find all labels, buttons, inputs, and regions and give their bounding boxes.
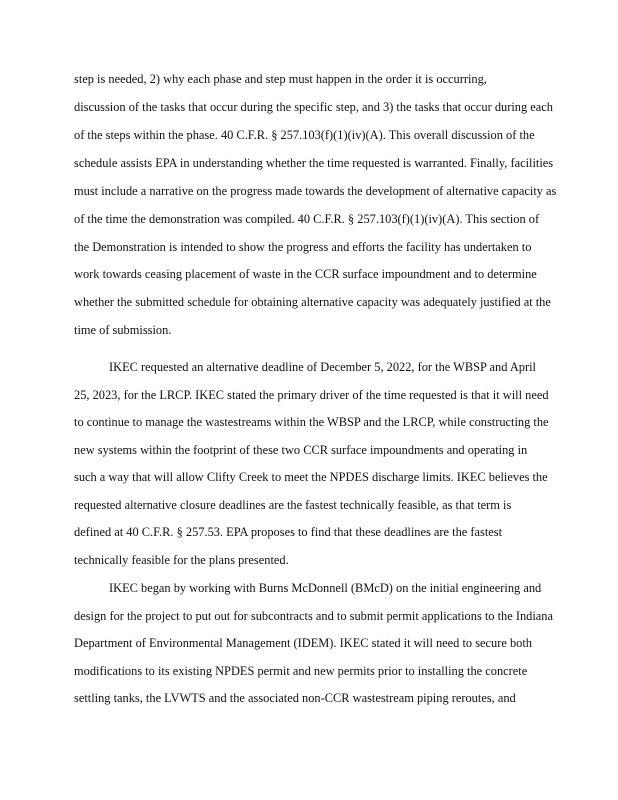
text-line: Department of Environmental Management (IDEM). IKEC stated it will need to secure both	[74, 636, 532, 650]
text-line: new systems within the footprint of these two CCR surface impoundments and operating in	[74, 443, 528, 457]
text-line: discussion of the tasks that occur during the specific step, and 3) the tasks that occur during each	[74, 100, 553, 114]
text-line: 25, 2023, for the LRCP. IKEC stated the primary driver of the time requested is that it will need	[74, 388, 549, 402]
text-line: of the time the demonstration was compiled. 40 C.F.R. § 257.103(f)(1)(iv)(A). This section of	[74, 212, 540, 226]
text-line: technically feasible for the plans presented.	[74, 553, 289, 567]
text-line: to continue to manage the wastestreams within the WBSP and the LRCP, while constructing the	[74, 415, 549, 429]
text-line: such a way that will allow Clifty Creek to meet the NPDES discharge limits. IKEC believes the	[74, 470, 548, 484]
paragraph-first-line: IKEC began by working with Burns McDonnell (BMcD) on the initial engineering and	[109, 581, 542, 595]
paragraph-first-line: IKEC requested an alternative deadline of December 5, 2022, for the WBSP and April	[109, 360, 537, 374]
text-line: whether the submitted schedule for obtaining alternative capacity was adequately justified at the	[74, 295, 551, 309]
text-line: design for the project to put out for subcontracts and to submit permit applications to the Indiana	[74, 609, 553, 623]
text-line: schedule assists EPA in understanding whether the time requested is warranted. Finally, facilities	[74, 156, 554, 170]
text-line: step is needed, 2) why each phase and step must happen in the order it is occurring,	[74, 72, 487, 86]
text-line: the Demonstration is intended to show the progress and efforts the facility has undertaken to	[74, 240, 532, 254]
text-line: modifications to its existing NPDES permit and new permits prior to installing the concrete	[74, 664, 528, 678]
text-line: defined at 40 C.F.R. § 257.53. EPA proposes to find that these deadlines are the fastest	[74, 525, 503, 539]
text-line: requested alternative closure deadlines are the fastest technically feasible, as that term is	[74, 498, 512, 512]
text-line: time of submission.	[74, 323, 172, 337]
text-line: work towards ceasing placement of waste in the CCR surface impoundment and to determine	[74, 267, 537, 281]
text-line: must include a narrative on the progress made towards the development of alternative capacity as	[74, 184, 557, 198]
text-line: settling tanks, the LVWTS and the associated non-CCR wastestream piping reroutes, and	[74, 691, 516, 705]
text-line: of the steps within the phase. 40 C.F.R. § 257.103(f)(1)(iv)(A). This overall discussion of the	[74, 128, 535, 142]
